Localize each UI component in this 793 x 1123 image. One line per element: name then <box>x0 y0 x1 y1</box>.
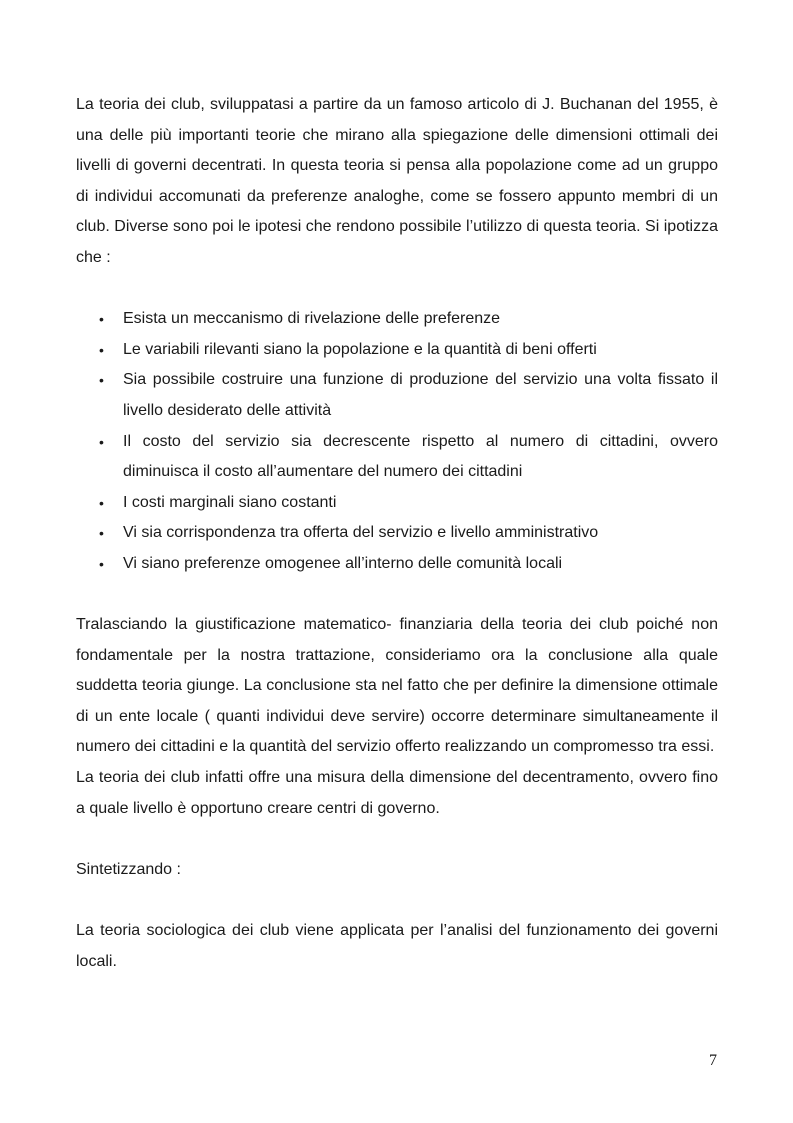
spacer <box>76 580 718 611</box>
list-item <box>76 488 718 519</box>
list-item <box>76 365 718 426</box>
list-item <box>76 549 718 580</box>
bullet-icon: • <box>99 433 104 450</box>
bullet-icon: • <box>99 341 104 358</box>
bullet-icon: • <box>99 372 104 389</box>
list-item <box>76 427 718 488</box>
list-item <box>76 518 718 549</box>
list-item-text: I costi marginali siano costanti <box>123 493 337 511</box>
bullet-icon: • <box>99 311 104 328</box>
conclusion-paragraph: Tralasciando la giustificazione matematico- finanziaria della teoria dei club poiché non fondamentale per la nostra trattazione, consideriamo ora la conclusione alla quale suddetta teoria giunge. La conclusione sta nel fatto che per definire la dimensione ottimale di un ente locale ( quanti individui deve servire) occorre determinare simultaneamente il numero dei cittadini e la quantità del servizio offerto realizzando un compromesso tra essi. <box>76 616 718 756</box>
summary-paragraph: La teoria sociologica dei club viene applicata per l’analisi del funzionamento dei governi locali. <box>76 922 718 970</box>
document-body <box>76 90 718 977</box>
list-item-text: Vi siano preferenze omogenee all’interno delle comunità locali <box>123 554 563 572</box>
list-item-text: Esista un meccanismo di rivelazione delle preferenze <box>123 310 501 328</box>
list-item-text: Vi sia corrispondenza tra offerta del servizio e livello amministrativo <box>123 524 599 542</box>
list-item-text: Le variabili rilevanti siano la popolazione e la quantità di beni offerti <box>123 340 597 358</box>
intro-paragraph: La teoria dei club, sviluppatasi a partire da un famoso articolo di J. Buchanan del 1955, è una delle più importanti teorie che mirano alla spiegazione delle dimensioni ottimali dei livelli di governi decentrati. In questa teoria si pensa alla popolazione come ad un gruppo di individui accomunati da preferenze analoghe, come se fossero appunto membri di un club. Diverse sono poi le ipotesi che rendono possibile l’utilizzo di questa teoria. Si ipotizza che : <box>76 96 718 266</box>
hypotheses-list <box>76 304 718 579</box>
list-item-text: Sia possibile costruire una funzione di produzione del servizio una volta fissato il livello desiderato delle attività <box>123 371 718 419</box>
measure-paragraph: La teoria dei club infatti offre una misura della dimensione del decentramento, ovvero fino a quale livello è opportuno creare centri di governo. <box>76 769 718 817</box>
spacer <box>76 274 718 305</box>
bullet-icon: • <box>99 555 104 572</box>
summary-label: Sintetizzando : <box>76 860 181 878</box>
spacer <box>76 824 718 855</box>
bullet-icon: • <box>99 525 104 542</box>
list-item <box>76 304 718 335</box>
bullet-icon: • <box>99 494 104 511</box>
list-item <box>76 335 718 366</box>
list-item-text: Il costo del servizio sia decrescente rispetto al numero di cittadini, ovvero diminuisca il costo all’aumentare del numero dei cittadini <box>123 432 718 481</box>
page-number: 7 <box>709 1052 717 1069</box>
spacer <box>76 885 718 916</box>
